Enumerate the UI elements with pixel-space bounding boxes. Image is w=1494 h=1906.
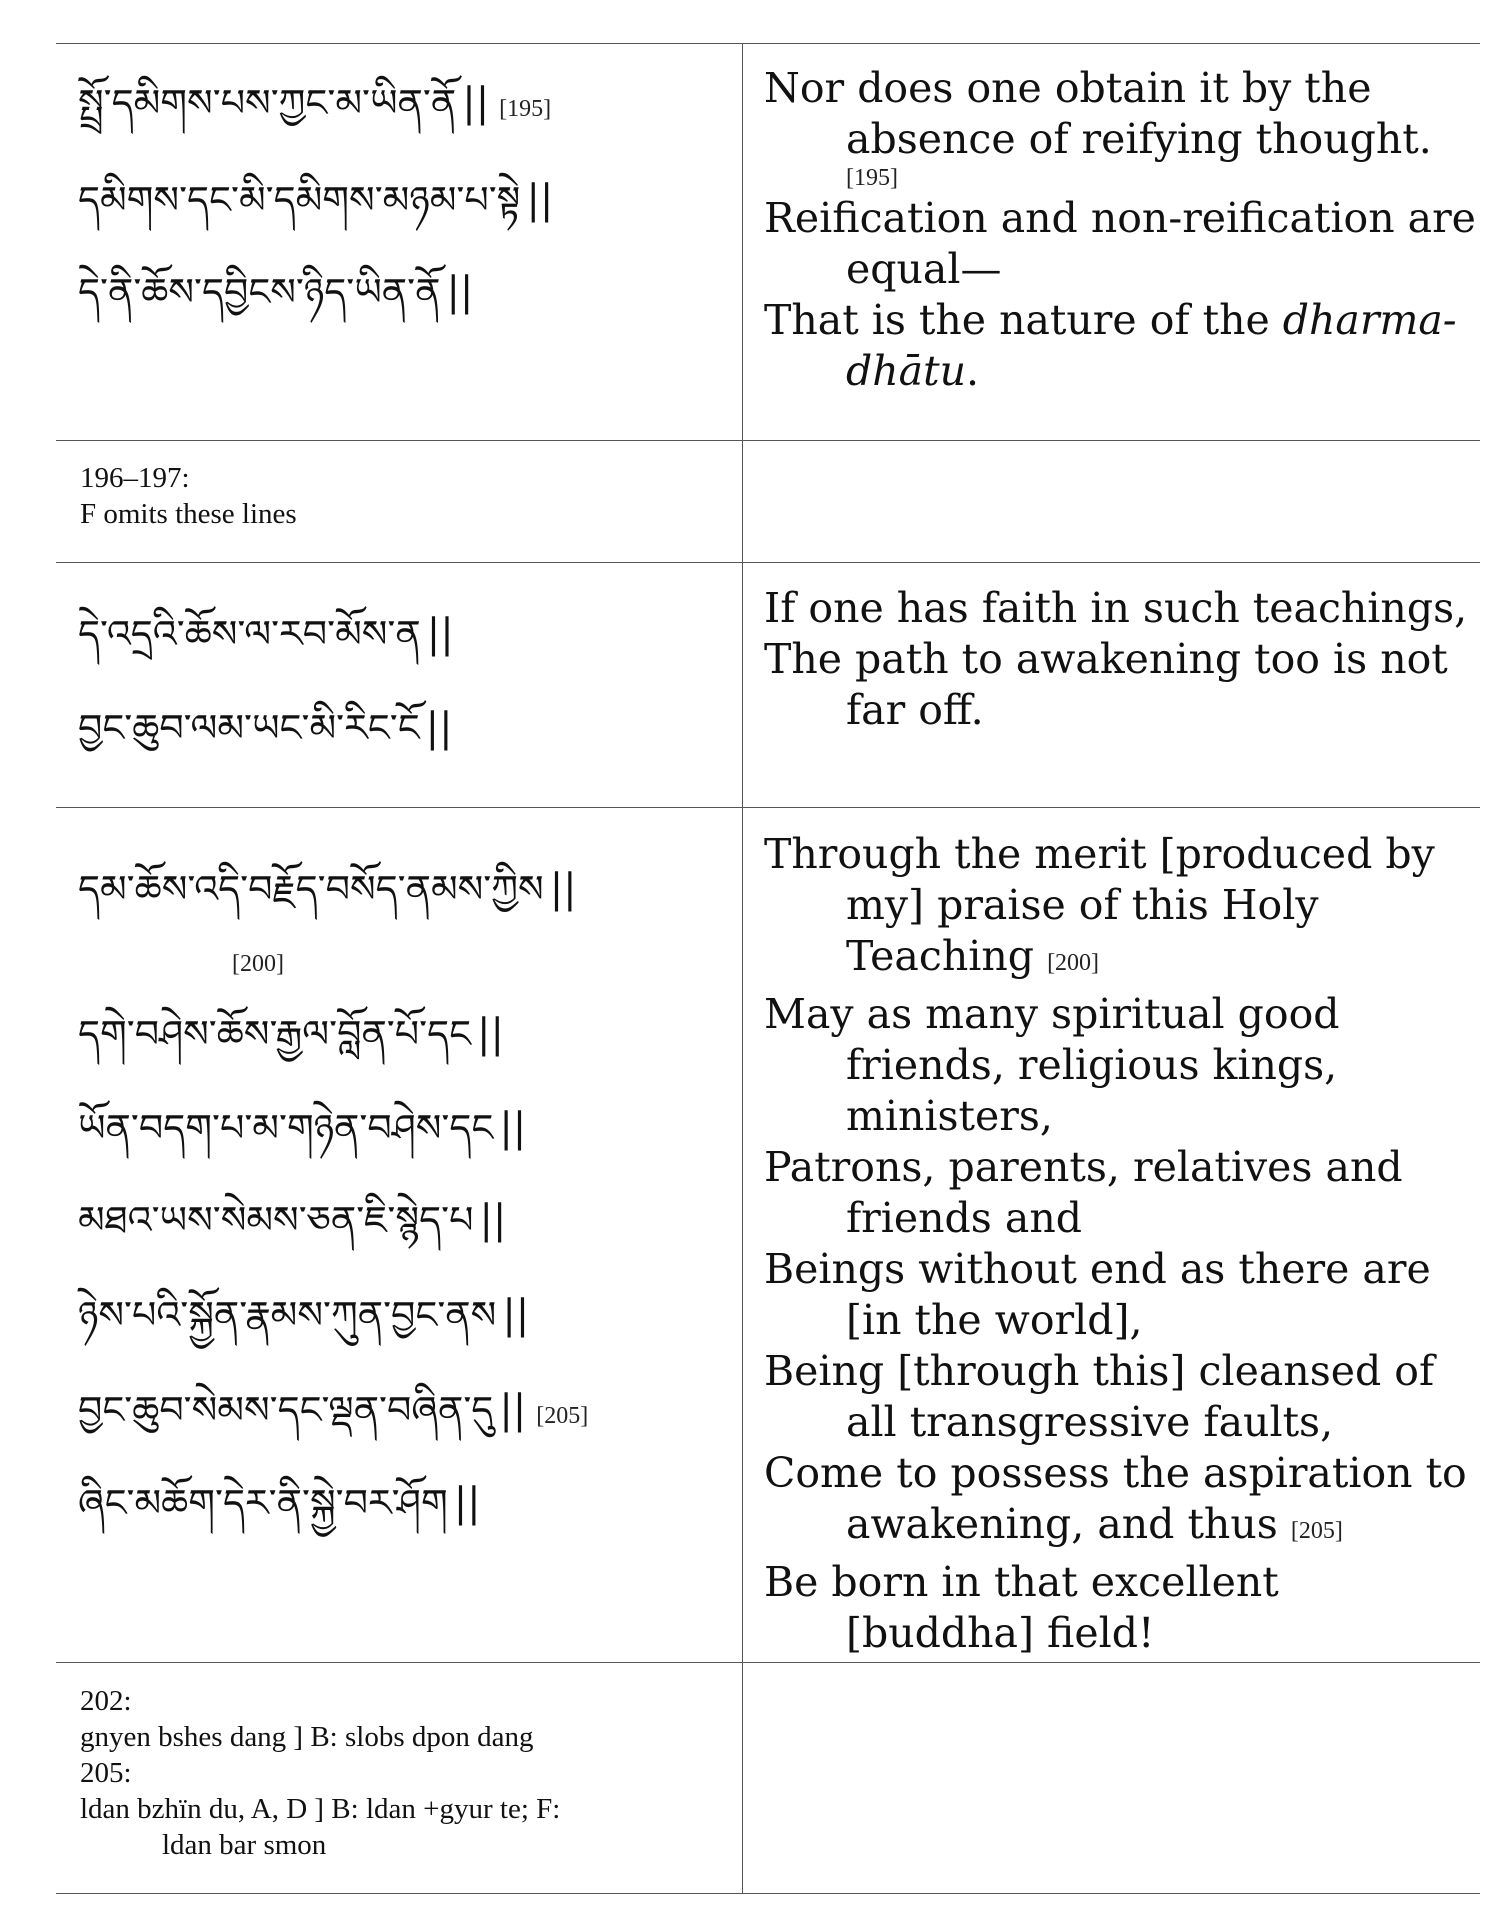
translation-line: Come to possess the aspiration to awakening, and thus [205] <box>764 1449 1467 1548</box>
translation-line: Reification and non-reification are equal— <box>764 194 1476 293</box>
line-number: [205] <box>536 1403 589 1429</box>
translation-line: Nor does one obtain it by the absence of reifying thought. [195] <box>764 63 1476 193</box>
variant-note: 202: gnyen bshes dang ] B: slobs dpon dang 205: ldan bzhïn du, A, D ] B: ldan +gyur te; F: ldan bar smon <box>80 1685 561 1861</box>
line-number: [200] <box>1047 950 1100 976</box>
table-rule <box>56 807 1480 808</box>
tibetan-line: ཉེས་པའི་སྐྱོན་རྣམས་ཀུན་བྱང་ནས || <box>78 1292 530 1338</box>
table-rule <box>56 1662 1480 1663</box>
translation-line: Patrons, parents, relatives and friends and <box>764 1143 1403 1242</box>
translation-block <box>764 829 1476 1659</box>
translation-line: Be born in that excellent [buddha] field! <box>764 1558 1279 1657</box>
tibetan-line: དམིགས་དང་མི་དམིགས་མཉམ་པ་སྟེ || <box>78 177 554 223</box>
tibetan-line: དེ་ནི་ཆོས་དབྱིངས་ཉིད་ཡིན་ནོ || <box>78 269 474 315</box>
tibetan-line: ཡོན་བདག་པ་མ་གཉེན་བཤེས་དང || <box>78 1105 527 1151</box>
translation-line: Being [through this] cleansed of all transgressive faults, <box>764 1347 1435 1446</box>
translation-line: Beings without end as there are [in the world], <box>764 1245 1431 1344</box>
tibetan-line: སྤྲོ་དམིགས་པས་ཀྱང་མ་ཡིན་ནོ || [195] <box>78 80 552 126</box>
table-rule <box>56 440 1480 441</box>
table-rule-top <box>56 43 1480 44</box>
translation-line: May as many spiritual good friends, religious kings, ministers, <box>764 990 1340 1140</box>
translation-block <box>764 63 1476 397</box>
tibetan-line: དགེ་བཤེས་ཆོས་རྒྱལ་བློན་པོ་དང || <box>78 1011 504 1057</box>
variant-note: 196–197: F omits these lines <box>80 462 297 530</box>
tibetan-line: མཐའ་ཡས་སེམས་ཅན་ཇི་སྙེད་པ || <box>78 1197 507 1243</box>
tibetan-line: ཞིང་མཆོག་དེར་ནི་སྐྱེ་བར་ཤོག || <box>78 1480 481 1526</box>
line-number: [195] <box>846 165 898 191</box>
table-rule <box>56 562 1480 563</box>
line-number: [205] <box>1290 1518 1343 1544</box>
translation-line: That is the nature of the dharma-dhātu. <box>764 296 1457 395</box>
tibetan-line: བྱང་ཆུབ་སེམས་དང་ལྡན་བཞིན་དུ || [205] <box>78 1387 589 1433</box>
translation-line: Through the merit [produced by my] praise of this Holy Teaching [200] <box>764 830 1435 980</box>
translation-line: The path to awakening too is not far off. <box>764 635 1448 734</box>
tibetan-line: དེ་འདྲའི་ཆོས་ལ་རབ་མོས་ན || <box>78 611 454 657</box>
tibetan-line: བྱང་ཆུབ་ལམ་ཡང་མི་རིང་ངོ || <box>78 705 453 751</box>
line-number: [200] <box>232 951 284 977</box>
column-divider <box>742 43 743 1894</box>
table-rule-bottom <box>56 1893 1480 1894</box>
tibetan-line: དམ་ཆོས་འདི་བརྗོད་བསོད་ནམས་ཀྱིས || <box>78 866 577 912</box>
translation-line: If one has faith in such teachings, <box>764 584 1468 632</box>
line-number: [195] <box>499 96 552 122</box>
translation-block <box>764 583 1476 736</box>
